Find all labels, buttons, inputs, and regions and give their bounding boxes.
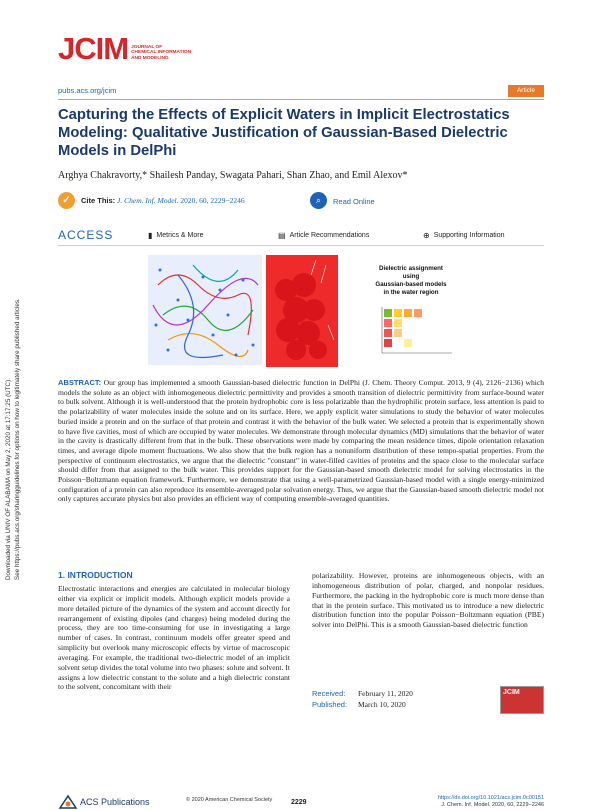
cover-logo: JCIM <box>503 689 520 696</box>
article-title: Capturing the Effects of Explicit Waters in Implicit Electrostatics Modeling: Qualitative Justification of Gaussian-Based Dielectric Models in DelPhi <box>58 107 510 159</box>
journal-cover-thumbnail[interactable] <box>500 686 544 714</box>
cite-this[interactable] <box>58 192 245 209</box>
journal-logo[interactable] <box>58 31 192 66</box>
journal-name-line: AND MODELING <box>131 55 169 61</box>
received-date: February 11, 2020 <box>358 689 413 698</box>
journal-name-line: CHEMICAL INFORMATION <box>131 50 192 56</box>
footer-citation: J. Chem. Inf. Model. 2020, 60, 2229−2246 <box>441 802 544 808</box>
dielectric-map-image <box>266 255 338 367</box>
intro-column-2: polarizability. However, proteins are inhomogeneous objects, with an inhomogeneous distribution of polar, charged, and nonpolar residues. Furthermore, the packing in the hydrophobic core is much more dense than that in the protein surface. This motivated us to introduce a new dielectric distribution function into the popular Poisson−Boltzmann equation (PBE) solver into DelPhi. This is a smooth Gaussian-based dielectric function <box>312 571 544 630</box>
publication-dates <box>312 688 413 710</box>
cite-journal-link[interactable]: J. Chem. Inf. Model. <box>117 196 179 205</box>
caption-line: Gaussian-based models <box>375 281 447 288</box>
acs-logo-icon <box>58 794 78 810</box>
abstract-text: Our group has implemented a smooth Gaussian-based dielectric function in DelPhi (J. Chem. Theory Comput. 2013, 9 (4), 2126−2136) which models the solute as an object with inhomogeneous dielectric permittivity and provides a smooth transition of dielectric permittivity from surface-bound water to bulk solvent. Although it is well-understood that the protein hydrophobic core is less polarizable than the hydrophilic protein surface, less attention is paid to the polarizability of water molecules inside the solute and on its surface. Here, we apply explicit water simulations to study the behavior of water molecules buried inside a protein and on the surface of that protein and contrast it with the behavior of the bulk water. We selected a protein that is experimentally shown to have five cavities, most of which are occupied by water molecules. We demonstrate through molecular dynamics (MD) simulations that the behavior of water in the cavity is drastically different from that in the bulk. These observations were made by comparing the mean residence times, dipole orientation relaxation times, and average dipole moment fluctuations. We also show that the bulk region has a nonuniform distribution of these tempo-spatial properties. From the perspective of continuum electrostatics, we argue that the dielectric "constant" in water-filled cavities of proteins and the space close to the molecular surface should differ from that assigned to the bulk water. This provides support for the Gaussian-based smooth dielectric model for solving electrostatics in the Poisson−Boltzmann equation framework. Furthermore, we demonstrate that using a well-parametrized Gaussian-based model with a single energy-minimized configuration of a protein can also reproduce its ensemble-averaged polar solvation energy. Thus, we argue that the Gaussian-based smooth dielectric model not only captures accurate physics but also provides an efficient way of computing ensemble-averaged quantities. <box>58 378 544 504</box>
metrics-label: Metrics & More <box>156 232 204 239</box>
caption-line: using <box>402 273 420 280</box>
journal-name <box>131 45 191 61</box>
supporting-info-link[interactable] <box>423 231 505 240</box>
caption-line: in the water region <box>383 289 439 296</box>
recommendations-link[interactable] <box>278 231 369 240</box>
watermark-line-1: Downloaded via UNIV OF ALABAMA on May 2, 2020 at 17:17:25 (UTC). <box>5 378 12 580</box>
document-icon: ▤ <box>278 231 286 240</box>
doi-link[interactable]: https://dx.doi.org/10.1021/acs.jcim.0c00151 <box>437 795 544 801</box>
intro-column-1: Electrostatic interactions and energies are calculated in molecular biology either via explicit or implicit models. Although explicit models provide a more detailed picture of the dynamics of the system and account directly for rearrangement of existing dipoles (and charges) being modeled during the process, they are too time-consuming for use in investigating a large number of cases. In contrast, continuum models offer greater speed and simplicity but overlook many microscopic effects by virtue of macroscopic averaging. For example, the traditional two-dielectric model of an implicit solvent setup divides the total volume into two phases: solute and solvent. It assigns a low dielectric constant to the solute and a high dielectric constant to the solvent, concomitant with their <box>58 584 290 692</box>
journal-name-line: JOURNAL OF <box>131 45 163 51</box>
read-online-icon[interactable]: ⌕ <box>310 192 327 209</box>
recommendations-label: Article Recommendations <box>289 232 370 239</box>
read-online-link[interactable]: Read Online <box>333 197 375 206</box>
access-label: ACCESS <box>58 228 114 242</box>
dielectric-heatmap-image <box>370 305 454 365</box>
article-type-badge: Article <box>508 85 544 97</box>
header-divider <box>58 99 544 100</box>
metrics-link[interactable] <box>148 231 203 240</box>
graphical-abstract <box>148 255 454 367</box>
journal-logo-mark: JCIM <box>58 31 129 66</box>
cite-label: Cite This: <box>81 196 116 205</box>
cite-icon[interactable]: ✓ <box>58 192 75 209</box>
graphical-abstract-caption <box>374 265 448 297</box>
cite-text <box>81 196 245 205</box>
abstract-label: ABSTRACT: <box>58 378 102 387</box>
supporting-label: Supporting Information <box>433 232 505 239</box>
published-date: March 10, 2020 <box>358 700 406 709</box>
received-label: Received: <box>312 689 346 698</box>
protein-structure-image <box>148 255 262 365</box>
section-heading: 1. INTRODUCTION <box>58 570 133 580</box>
doi-block <box>436 795 544 809</box>
caption-line: Dielectric assignment <box>379 265 443 272</box>
access-bar <box>58 226 544 246</box>
journal-site-link[interactable]: pubs.acs.org/jcim <box>58 86 117 95</box>
cite-details[interactable]: 2020, 60, 2229−2246 <box>180 196 245 205</box>
author-list: Arghya Chakravorty,* Shailesh Panday, Swagata Pahari, Shan Zhao, and Emil Alexov* <box>58 170 408 181</box>
download-watermark <box>2 240 28 580</box>
plus-circle-icon: ⊕ <box>423 231 430 240</box>
copyright: © 2020 American Chemical Society <box>186 797 273 803</box>
abstract <box>58 378 544 504</box>
watermark-line-2: See https://pubs.acs.org/sharingguidelines for options on how to legitimately share published articles. <box>14 298 21 580</box>
published-label: Published: <box>312 700 348 709</box>
publisher-name: ACS Publications <box>80 797 150 807</box>
bar-chart-icon: ▮ <box>148 231 153 240</box>
page-number: 2229 <box>291 799 307 806</box>
